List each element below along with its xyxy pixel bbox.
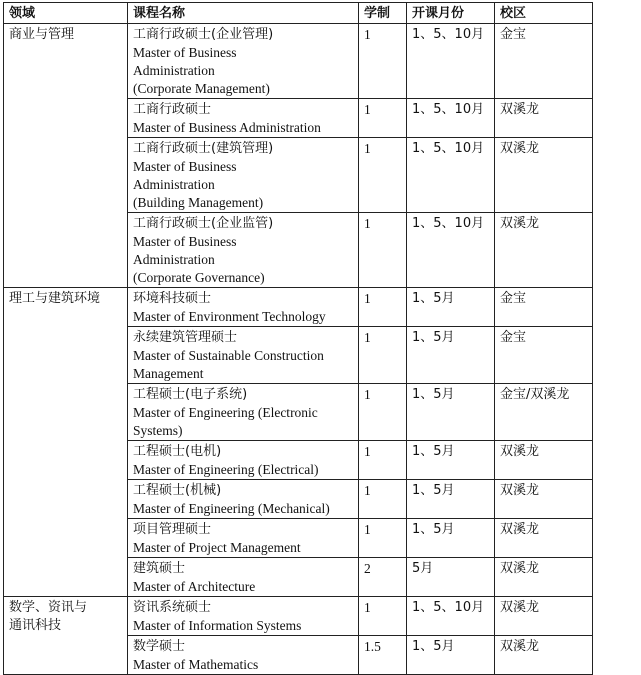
course-name-line: Master of Engineering (Mechanical): [133, 501, 330, 516]
course-name-line: 工商行政硕士(建筑管理): [133, 141, 274, 156]
table-header-row: [4, 3, 593, 24]
start-months-cell: 1、5月: [407, 384, 495, 441]
header-start-months: 开课月份: [407, 3, 495, 24]
course-name-line: 资讯系统硕士: [133, 600, 212, 615]
header-course-name: 课程名称: [128, 3, 359, 24]
course-name-line: Master of Information Systems: [133, 618, 302, 633]
duration-cell: 1: [359, 441, 407, 480]
course-name-line: Master of Business: [133, 234, 237, 249]
duration-cell: 1: [359, 138, 407, 213]
campus-cell: 双溪龙: [495, 480, 593, 519]
start-months-cell: 1、5、10月: [407, 24, 495, 99]
course-name-cell: [128, 138, 359, 213]
course-name-cell: [128, 480, 359, 519]
course-name-line: (Corporate Governance): [133, 270, 265, 285]
course-name-line: 工程硕士(电机): [133, 444, 222, 459]
course-name-line: 建筑硕士: [133, 561, 186, 576]
header-campus: 校区: [495, 3, 593, 24]
field-label: 理工与建筑环境: [9, 291, 101, 306]
course-name-line: 数学硕士: [133, 639, 186, 654]
course-name-line: Master of Architecture: [133, 579, 256, 594]
start-months-cell: 1、5、10月: [407, 138, 495, 213]
start-months-cell: 5月: [407, 558, 495, 597]
field-cell: [4, 288, 128, 597]
field-label: 商业与管理: [9, 27, 75, 42]
campus-cell: 金宝/双溪龙: [495, 384, 593, 441]
course-name-line: Master of Engineering (Electronic: [133, 405, 318, 420]
campus-cell: 双溪龙: [495, 597, 593, 636]
course-name-line: Master of Business Administration: [133, 120, 321, 135]
table-row: [4, 24, 593, 99]
header-duration: 学制: [359, 3, 407, 24]
course-name-line: 工程硕士(机械): [133, 483, 222, 498]
duration-cell: 1: [359, 213, 407, 288]
course-name-cell: [128, 99, 359, 138]
course-name-cell: [128, 384, 359, 441]
course-name-cell: [128, 327, 359, 384]
campus-cell: 金宝: [495, 24, 593, 99]
field-label-line: 数学、资讯与: [9, 600, 88, 615]
course-name-line: 项目管理硕士: [133, 522, 212, 537]
course-name-line: Master of Environment Technology: [133, 309, 326, 324]
course-name-line: Administration: [133, 63, 215, 78]
start-months-cell: 1、5月: [407, 636, 495, 675]
duration-cell: 1: [359, 597, 407, 636]
course-name-line: Master of Project Management: [133, 540, 301, 555]
course-name-cell: [128, 558, 359, 597]
course-name-line: (Building Management): [133, 195, 264, 210]
field-label-line: 通讯科技: [9, 618, 62, 633]
course-name-cell: [128, 597, 359, 636]
course-name-line: Master of Mathematics: [133, 657, 259, 672]
start-months-cell: 1、5月: [407, 327, 495, 384]
duration-cell: 1: [359, 24, 407, 99]
duration-cell: 2: [359, 558, 407, 597]
course-name-line: Master of Sustainable Construction: [133, 348, 324, 363]
course-name-line: 工商行政硕士: [133, 102, 212, 117]
start-months-cell: 1、5、10月: [407, 213, 495, 288]
course-name-line: 工程硕士(电子系统): [133, 387, 248, 402]
course-name-cell: [128, 288, 359, 327]
course-name-line: Management: [133, 366, 204, 381]
duration-cell: 1: [359, 327, 407, 384]
campus-cell: 金宝: [495, 327, 593, 384]
campus-cell: 双溪龙: [495, 99, 593, 138]
course-name-cell: [128, 24, 359, 99]
duration-cell: 1: [359, 384, 407, 441]
header-field: 领域: [4, 3, 128, 24]
campus-cell: 金宝: [495, 288, 593, 327]
start-months-cell: 1、5月: [407, 480, 495, 519]
duration-cell: 1: [359, 288, 407, 327]
course-name-line: Master of Business: [133, 159, 237, 174]
course-name-line: 工商行政硕士(企业管理): [133, 27, 274, 42]
duration-cell: 1: [359, 99, 407, 138]
course-name-line: (Corporate Management): [133, 81, 270, 96]
start-months-cell: 1、5月: [407, 288, 495, 327]
start-months-cell: 1、5、10月: [407, 99, 495, 138]
start-months-cell: 1、5月: [407, 441, 495, 480]
campus-cell: 双溪龙: [495, 138, 593, 213]
course-name-line: Administration: [133, 177, 215, 192]
course-name-line: Systems): [133, 423, 183, 438]
field-cell: [4, 597, 128, 675]
course-name-line: 工商行政硕士(企业监管): [133, 216, 274, 231]
course-name-cell: [128, 636, 359, 675]
course-name-cell: [128, 441, 359, 480]
course-table: [3, 2, 593, 675]
campus-cell: 双溪龙: [495, 213, 593, 288]
campus-cell: 双溪龙: [495, 558, 593, 597]
start-months-cell: 1、5月: [407, 519, 495, 558]
course-name-line: 环境科技硕士: [133, 291, 212, 306]
course-table-body: [4, 24, 593, 675]
campus-cell: 双溪龙: [495, 519, 593, 558]
course-name-cell: [128, 213, 359, 288]
course-name-line: 永续建筑管理硕士: [133, 330, 238, 345]
table-row: [4, 597, 593, 636]
duration-cell: 1: [359, 480, 407, 519]
course-name-line: Master of Business: [133, 45, 237, 60]
course-name-line: Administration: [133, 252, 215, 267]
start-months-cell: 1、5、10月: [407, 597, 495, 636]
table-row: [4, 288, 593, 327]
duration-cell: 1: [359, 519, 407, 558]
campus-cell: 双溪龙: [495, 441, 593, 480]
campus-cell: 双溪龙: [495, 636, 593, 675]
duration-cell: 1.5: [359, 636, 407, 675]
course-name-cell: [128, 519, 359, 558]
course-name-line: Master of Engineering (Electrical): [133, 462, 319, 477]
field-cell: [4, 24, 128, 288]
